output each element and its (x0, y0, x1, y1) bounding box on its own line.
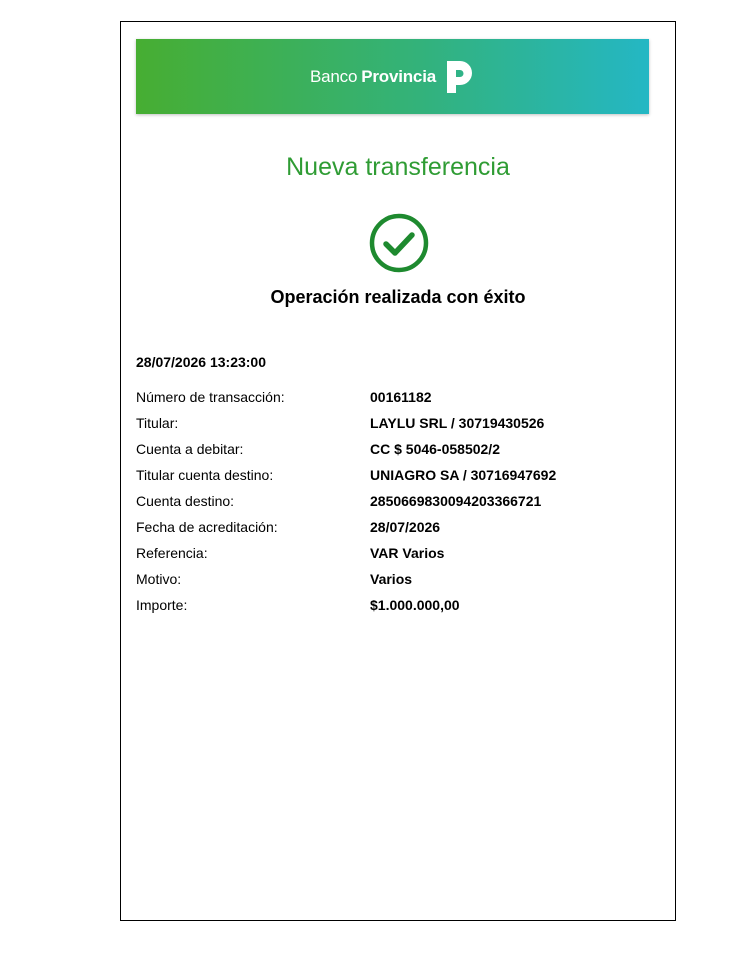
detail-label: Motivo: (136, 571, 182, 587)
page-title: Nueva transferencia (286, 153, 510, 181)
banco-provincia-logo-icon (443, 59, 475, 95)
detail-value: UNIAGRO SA / 30716947692 (370, 467, 557, 483)
transfer-details (136, 384, 656, 618)
detail-row-debit-account (136, 436, 656, 462)
detail-row-reference (136, 540, 656, 566)
brand-name-regular: Banco (310, 66, 358, 86)
operation-datetime: 28/07/2026 13:23:00 (136, 354, 266, 370)
bank-logo (310, 59, 475, 95)
bank-header-banner (136, 39, 649, 114)
detail-label: Cuenta a debitar: (136, 441, 244, 457)
detail-value: 2850669830094203366721 (370, 493, 542, 509)
detail-row-credit-date (136, 514, 656, 540)
detail-value: $1.000.000,00 (370, 597, 460, 613)
detail-label: Fecha de acreditación: (136, 519, 278, 535)
detail-label: Cuenta destino: (136, 493, 235, 509)
detail-value: VAR Varios (370, 545, 445, 561)
detail-value: LAYLU SRL / 30719430526 (370, 415, 545, 431)
detail-row-transaction-number (136, 384, 656, 410)
detail-label: Referencia: (136, 545, 208, 561)
detail-label: Titular cuenta destino: (136, 467, 274, 483)
detail-row-reason (136, 566, 656, 592)
detail-value: 28/07/2026 (370, 519, 441, 535)
detail-label: Titular: (136, 415, 179, 431)
detail-label: Importe: (136, 597, 188, 613)
detail-value: 00161182 (370, 389, 432, 405)
receipt-sheet (120, 21, 676, 921)
detail-row-amount (136, 592, 656, 618)
detail-row-destination-holder (136, 462, 656, 488)
detail-row-holder (136, 410, 656, 436)
check-circle-icon (369, 213, 429, 273)
detail-row-destination-account (136, 488, 656, 514)
detail-value: CC $ 5046-058502/2 (370, 441, 500, 457)
brand-name-bold: Provincia (361, 66, 436, 86)
success-message: Operación realizada con éxito (270, 287, 526, 307)
detail-value: Varios (370, 571, 413, 587)
detail-label: Número de transacción: (136, 389, 285, 405)
